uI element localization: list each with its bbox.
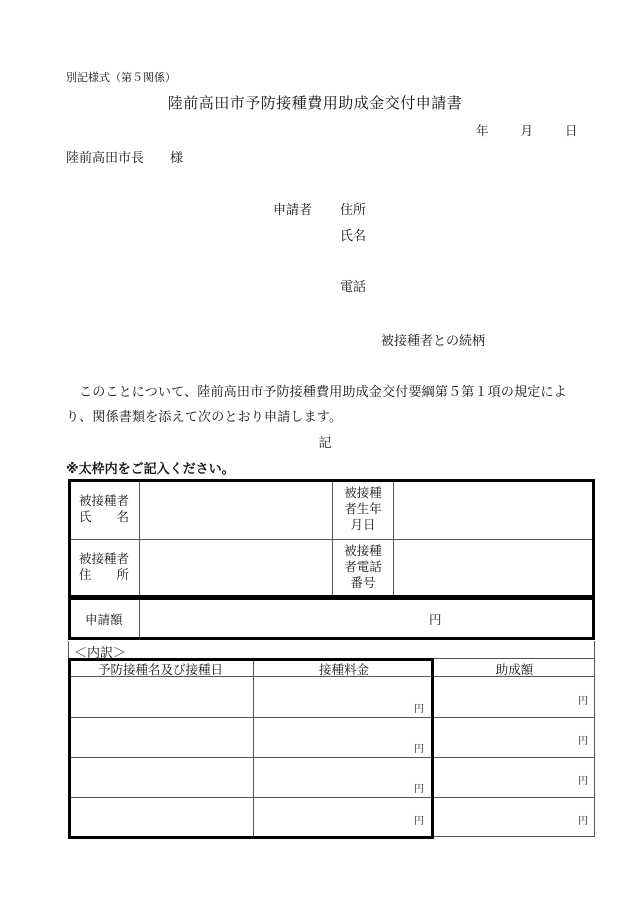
row3-fee-yen: 円 xyxy=(414,784,424,795)
vaccinee-name-label: 被接種者 氏 名 xyxy=(79,493,130,524)
date-line xyxy=(476,121,578,139)
row1-subsidy-yen: 円 xyxy=(578,696,588,707)
row4-vaccine-field[interactable] xyxy=(71,799,251,835)
row3-vaccine-field[interactable] xyxy=(71,759,251,795)
application-amount-table xyxy=(68,597,595,640)
vaccinee-address-label: 被接種者 住 所 xyxy=(79,551,130,582)
application-amount-field[interactable] xyxy=(141,600,591,637)
application-statement: このことについて、陸前高田市予防接種費用助成金交付要綱第５第１項の規定により、関係書類を添えて次のとおり申請します。 xyxy=(66,385,567,425)
vaccinee-name-field[interactable] xyxy=(141,482,331,538)
row1-fee-field[interactable] xyxy=(256,679,431,715)
row4-subsidy-yen: 円 xyxy=(578,816,588,827)
row1-vaccine-field[interactable] xyxy=(71,679,251,715)
row2-vaccine-field[interactable] xyxy=(71,719,251,755)
row2-fee-field[interactable] xyxy=(256,719,431,755)
vaccinee-phone-label: 被接種 者電話 番号 xyxy=(344,543,382,590)
row3-fee-field[interactable] xyxy=(256,759,431,795)
date-year: 年 xyxy=(476,123,489,138)
instruction-note: ※太枠内をご記入ください。 xyxy=(66,462,235,477)
applicant-label: 申請者 xyxy=(273,203,313,218)
date-month: 月 xyxy=(520,123,534,138)
col-header-vaccine: 予防接種名及び接種日 xyxy=(97,662,223,677)
vaccinee-phone-field[interactable] xyxy=(395,540,591,596)
col-header-fee: 接種料金 xyxy=(318,662,369,677)
row4-fee-yen: 円 xyxy=(414,816,424,827)
document-title: 陸前高田市予防接種費用助成金交付申請書 xyxy=(167,94,463,112)
row3-subsidy-field[interactable] xyxy=(436,759,593,795)
row2-fee-yen: 円 xyxy=(414,744,424,755)
row4-fee-field[interactable] xyxy=(256,799,431,835)
addressee: 陸前高田市長 様 xyxy=(66,151,184,166)
vaccinee-dob-label: 被接種 者生年 月日 xyxy=(344,485,382,532)
vaccinee-address-field[interactable] xyxy=(141,540,331,596)
relationship-label: 被接種者との続柄 xyxy=(381,334,486,349)
form-number-label: 別記様式（第５関係） xyxy=(66,71,176,84)
row2-subsidy-field[interactable] xyxy=(436,719,593,755)
date-day: 日 xyxy=(565,123,578,138)
col-header-subsidy: 助成額 xyxy=(495,662,534,677)
application-amount-label: 申請額 xyxy=(85,612,123,627)
row2-subsidy-yen: 円 xyxy=(578,736,588,747)
row1-fee-yen: 円 xyxy=(414,704,424,715)
vaccinee-dob-field[interactable] xyxy=(395,482,591,538)
amount-yen-unit: 円 xyxy=(429,612,442,627)
applicant-address-label: 住所 xyxy=(340,203,367,218)
ki-heading: 記 xyxy=(318,436,332,451)
row1-subsidy-field[interactable] xyxy=(436,679,593,715)
row3-subsidy-yen: 円 xyxy=(578,776,588,787)
applicant-phone-label: 電話 xyxy=(340,280,367,295)
row4-subsidy-field[interactable] xyxy=(436,799,593,835)
breakdown-label: ＜内訳＞ xyxy=(74,646,127,661)
vaccinee-info-table xyxy=(68,479,595,598)
applicant-name-label: 氏名 xyxy=(340,229,367,244)
